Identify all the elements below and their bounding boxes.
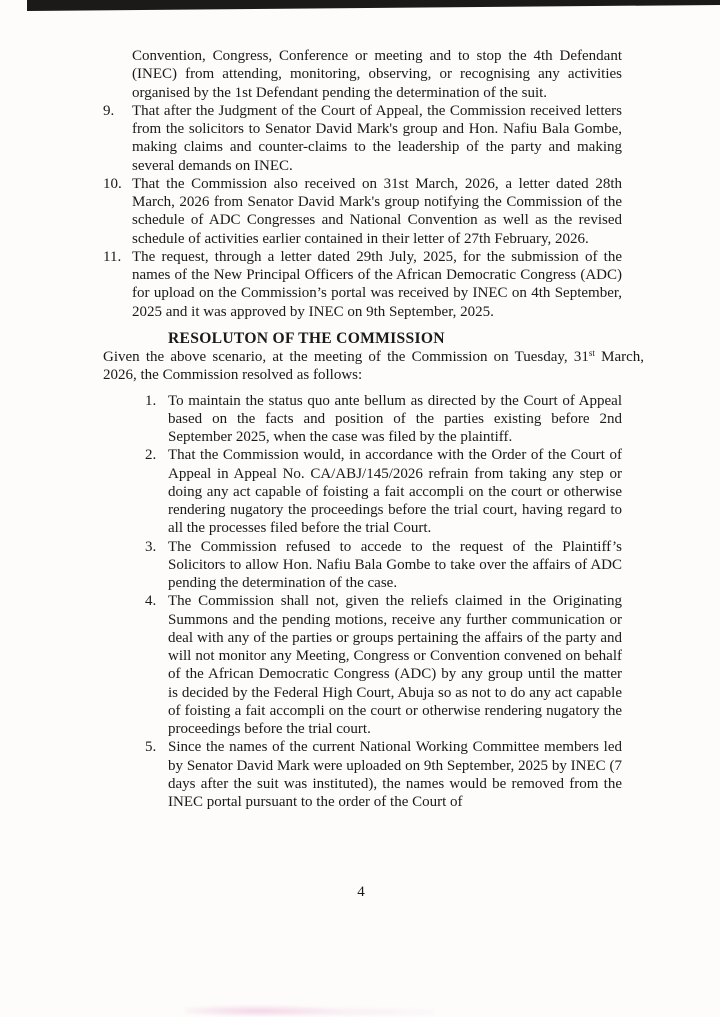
item-number: 3. (145, 538, 157, 555)
item-number: 4. (145, 593, 157, 610)
intro-text-before: Given the above scenario, at the meeting of the Commission on Tuesday, 31 (103, 349, 589, 365)
numbered-list (0, 102, 720, 321)
item-text: That the Commission also received on 31st March, 2026, a letter dated 28th March, 2026 from Senator David Mark's group notifying the Commission of the schedule of ADC Congresses and National Convention as well as the revised schedule of activities earlier contained in their letter of 27th February, 2026. (132, 175, 622, 247)
item-number: 1. (145, 392, 157, 409)
list-item (103, 102, 622, 175)
resolution-intro (103, 348, 644, 385)
page-number: 4 (357, 884, 365, 900)
item-number: 9. (103, 102, 115, 119)
item-text: The Commission shall not, given the reliefs claimed in the Originating Summons and the pending motions, receive any further communication or deal with any of the parties or groups pertaining the affairs of the party and will not monitor any Meeting, Congress or Convention convened on behalf of the African Democratic Congress (ADC) by any group until the matter is decided by the Federal High Court, Abuja so as not to do any act capable of foisting a fait accompli on the court or otherwise rendering nugatory the proceedings before the trial court. (168, 593, 622, 737)
document-body (0, 47, 720, 811)
list-item (145, 392, 622, 447)
list-item (145, 738, 622, 811)
continuation-paragraph: Convention, Congress, Conference or meeting and to stop the 4th Defendant (INEC) from attending, monitoring, observing, or recognising any activities organised by the 1st Defendant pending the determination of the suit. (132, 48, 622, 101)
item-text: The request, through a letter dated 29th July, 2025, for the submission of the names of the New Principal Officers of the African Democratic Congress (ADC) for upload on the Commission’s portal was received by INEC on 4th September, 2025 and it was approved by INEC on 9th September, 2025. (132, 248, 622, 320)
scan-smudge (185, 1003, 435, 1016)
resolutions-list (0, 392, 720, 812)
intro-text-after: March, 2026, the Commission resolved as follows: (103, 349, 645, 384)
item-number: 5. (145, 739, 157, 756)
item-number: 11. (103, 248, 122, 265)
item-text: Since the names of the current National Working Committee members led by Senator David Mark were uploaded on 9th September, 2025 by INEC (7 days after the suit was instituted), the names would be removed from the INEC portal pursuant to the order of the Court of (168, 739, 622, 810)
list-item (103, 175, 622, 248)
list-item (145, 446, 622, 537)
list-item (145, 538, 622, 593)
item-text: That the Commission would, in accordance with the Order of the Court of Appeal in Appeal No. CA/ABJ/145/2026 refrain from taking any step or doing any act capable of foisting a fait accompli on the court or otherwise rendering nugatory the proceedings before the trial court, having regard to all the processes filed before the trial Court. (168, 447, 622, 537)
resolution-heading: RESOLUTON OF THE COMMISSION (168, 329, 445, 347)
item-text: To maintain the status quo ante bellum as directed by the Court of Appeal based on the facts and position of the parties existing before 2nd September 2025, when the case was filed by the plaintiff. (168, 392, 622, 445)
ordinal-superscript: st (588, 348, 595, 358)
item-number: 2. (145, 447, 157, 464)
item-text: That after the Judgment of the Court of Appeal, the Commission received letters from the solicitors to Senator David Mark's group and Hon. Nafiu Bala Gombe, making claims and counter-claims to the leadership of the party and making several demands on INEC. (132, 102, 622, 174)
list-item (145, 592, 622, 738)
item-number: 10. (103, 175, 122, 192)
item-text: The Commission refused to accede to the request of the Plaintiff’s Solicitors to allow Hon. Nafiu Bala Gombe to take over the affairs of ADC pending the determination of the case. (168, 538, 622, 591)
scan-top-edge (27, 0, 720, 11)
list-item (103, 248, 622, 321)
